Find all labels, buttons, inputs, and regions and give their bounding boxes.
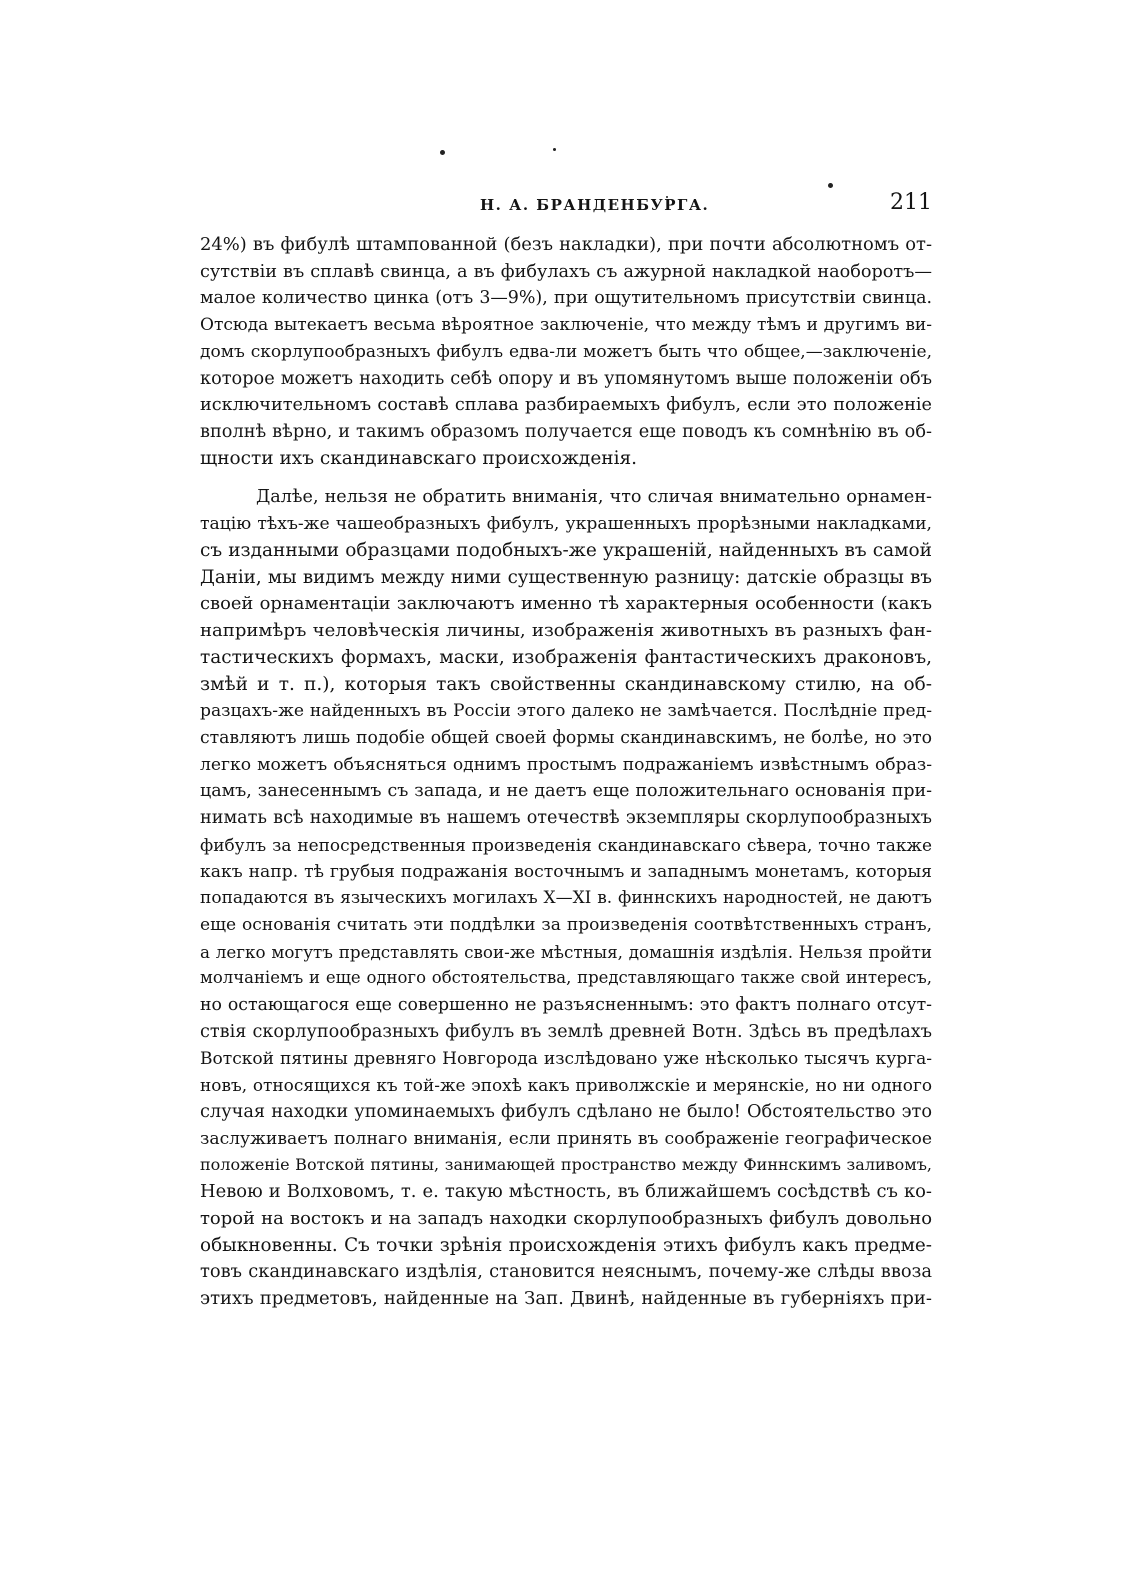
text-line: 24%) въ фибулѣ штампованной (безъ накладки), при почти абсолютномъ от- (200, 234, 932, 255)
text-line: своей орнаментаціи заключаютъ именно тѣ характерныя особенности (какъ (200, 593, 932, 615)
page-header (200, 186, 932, 226)
text-line: еще основанія считать эти поддѣлки за произведенія соотвѣтственныхъ странъ, (200, 914, 932, 935)
text-line: обыкновенны. Съ точки зрѣнія происхожденія этихъ фибулъ какъ предме- (200, 1234, 932, 1256)
text-line: случая находки упоминаемыхъ фибулъ сдѣлано не было! Обстоятельство это (200, 1102, 932, 1122)
text-line: ствія скорлупообразныхъ фибулъ въ землѣ древней Вотн. Здѣсь въ предѣлахъ (200, 1021, 932, 1042)
paragraph-2 (200, 484, 932, 1312)
text-line: Невою и Волховомъ, т. е. такую мѣстность, въ ближайшемъ сосѣдствѣ съ ко- (200, 1181, 932, 1203)
paragraph-1 (200, 232, 932, 472)
text-line: легко можетъ объясняться однимъ простымъ подражаніемъ извѣстнымъ образ- (200, 754, 932, 775)
text-line: но остающагося еще совершенно не разъясненнымъ: это фактъ полнаго отсут- (200, 995, 932, 1016)
text-line: сутствіи въ сплавѣ свинца, а въ фибулахъ съ ажурной накладкой наоборотъ— (200, 261, 932, 282)
text-line: товъ скандинавскаго издѣлія, становится неяснымъ, почему-же слѣды ввоза (200, 1261, 932, 1283)
text-line: тацію тѣхъ-же чашеобразныхъ фибулъ, украшенныхъ прорѣзными накладками, (200, 514, 932, 535)
text-line: цамъ, занесеннымъ съ запада, и не даетъ еще положительнаго основанія при- (200, 781, 932, 802)
running-title: Н. А. БРАНДЕНБУРГА. (480, 196, 710, 214)
text-line: змѣй и т. п.), которыя такъ свойственны скандинавскому стилю, на об- (200, 673, 932, 695)
text-line: положеніе Вотской пятины, занимающей пространство между Финнскимъ заливомъ, (200, 1155, 932, 1175)
text-line: разцахъ-же найденныхъ въ Россіи этого далеко не замѣчается. Послѣдніе пред- (200, 701, 932, 722)
text-line: торой на востокъ и на западъ находки скорлупообразныхъ фибулъ довольно (200, 1207, 932, 1229)
text-line: заслуживаетъ полнаго вниманія, если принять въ соображеніе географическое (200, 1128, 932, 1149)
text-line: какъ напр. тѣ грубыя подражанія восточнымъ и западнымъ монетамъ, которыя (200, 861, 932, 882)
text-line: а легко могутъ представлять свои-же мѣстныя, домашнія издѣлія. Нельзя пройти (200, 941, 932, 962)
text-line: щности ихъ скандинавскаго происхожденія. (200, 447, 638, 469)
text-line: которое можетъ находить себѣ опору и въ упомянутомъ выше положеніи объ (200, 368, 932, 389)
text-line: фибулъ за непосредственныя произведенія скандинавскаго сѣвера, точно также (200, 834, 932, 855)
text-line: малое количество цинка (отъ 3—9%), при ощутительномъ присутствіи свинца. (200, 288, 932, 309)
text-line: тастическихъ формахъ, маски, изображенія фантастическихъ драконовъ, (200, 646, 932, 668)
text-line: нимать всѣ находимые въ нашемъ отечествѣ экземпляры скорлупообразныхъ (200, 808, 932, 829)
ink-speck (553, 148, 556, 151)
text-line: молчаніемъ и еще одного обстоятельства, представляющаго также свой интересъ, (200, 968, 932, 988)
page-number: 211 (890, 190, 932, 215)
text-line: исключительномъ составѣ сплава разбираемыхъ фибулъ, если это положеніе (200, 395, 932, 416)
body-text (200, 232, 932, 1313)
text-line: напримѣръ человѣческія личины, изображенія животныхъ въ разныхъ фан- (200, 620, 932, 642)
text-line: Вотской пятины древняго Новгорода изслѣдовано уже нѣсколько тысячъ курга- (200, 1048, 932, 1069)
text-line: вполнѣ вѣрно, и такимъ образомъ получается еще поводъ къ сомнѣнію въ об- (200, 422, 932, 443)
text-line: попадаются въ языческихъ могилахъ X—XI в. финнскихъ народностей, не даютъ (200, 888, 932, 909)
text-line: съ изданными образцами подобныхъ-же украшеній, найденныхъ въ самой (200, 539, 932, 561)
text-line: Отсюда вытекаетъ весьма вѣроятное заключеніе, что между тѣмъ и другимъ ви- (200, 315, 932, 336)
text-line: этихъ предметовъ, найденные на Зап. Двинѣ, найденные въ губерніяхъ при- (200, 1288, 932, 1310)
text-line: новъ, относящихся къ той-же эпохѣ какъ приволжскіе и мерянскіе, но ни одного (200, 1075, 932, 1096)
paragraph-gap (200, 472, 932, 484)
text-line: домъ скорлупообразныхъ фибулъ едва-ли можетъ быть что общее,—заключеніе, (200, 341, 932, 362)
ink-speck (440, 150, 445, 155)
text-line: ставляютъ лишь подобіе общей своей формы скандинавскимъ, не болѣе, но это (200, 727, 932, 748)
text-line: Даніи, мы видимъ между ними существенную разницу: датскіе образцы въ (200, 566, 932, 588)
text-line: Далѣе, нельзя не обратить вниманія, что сличая внимательно орнамен- (256, 487, 932, 508)
